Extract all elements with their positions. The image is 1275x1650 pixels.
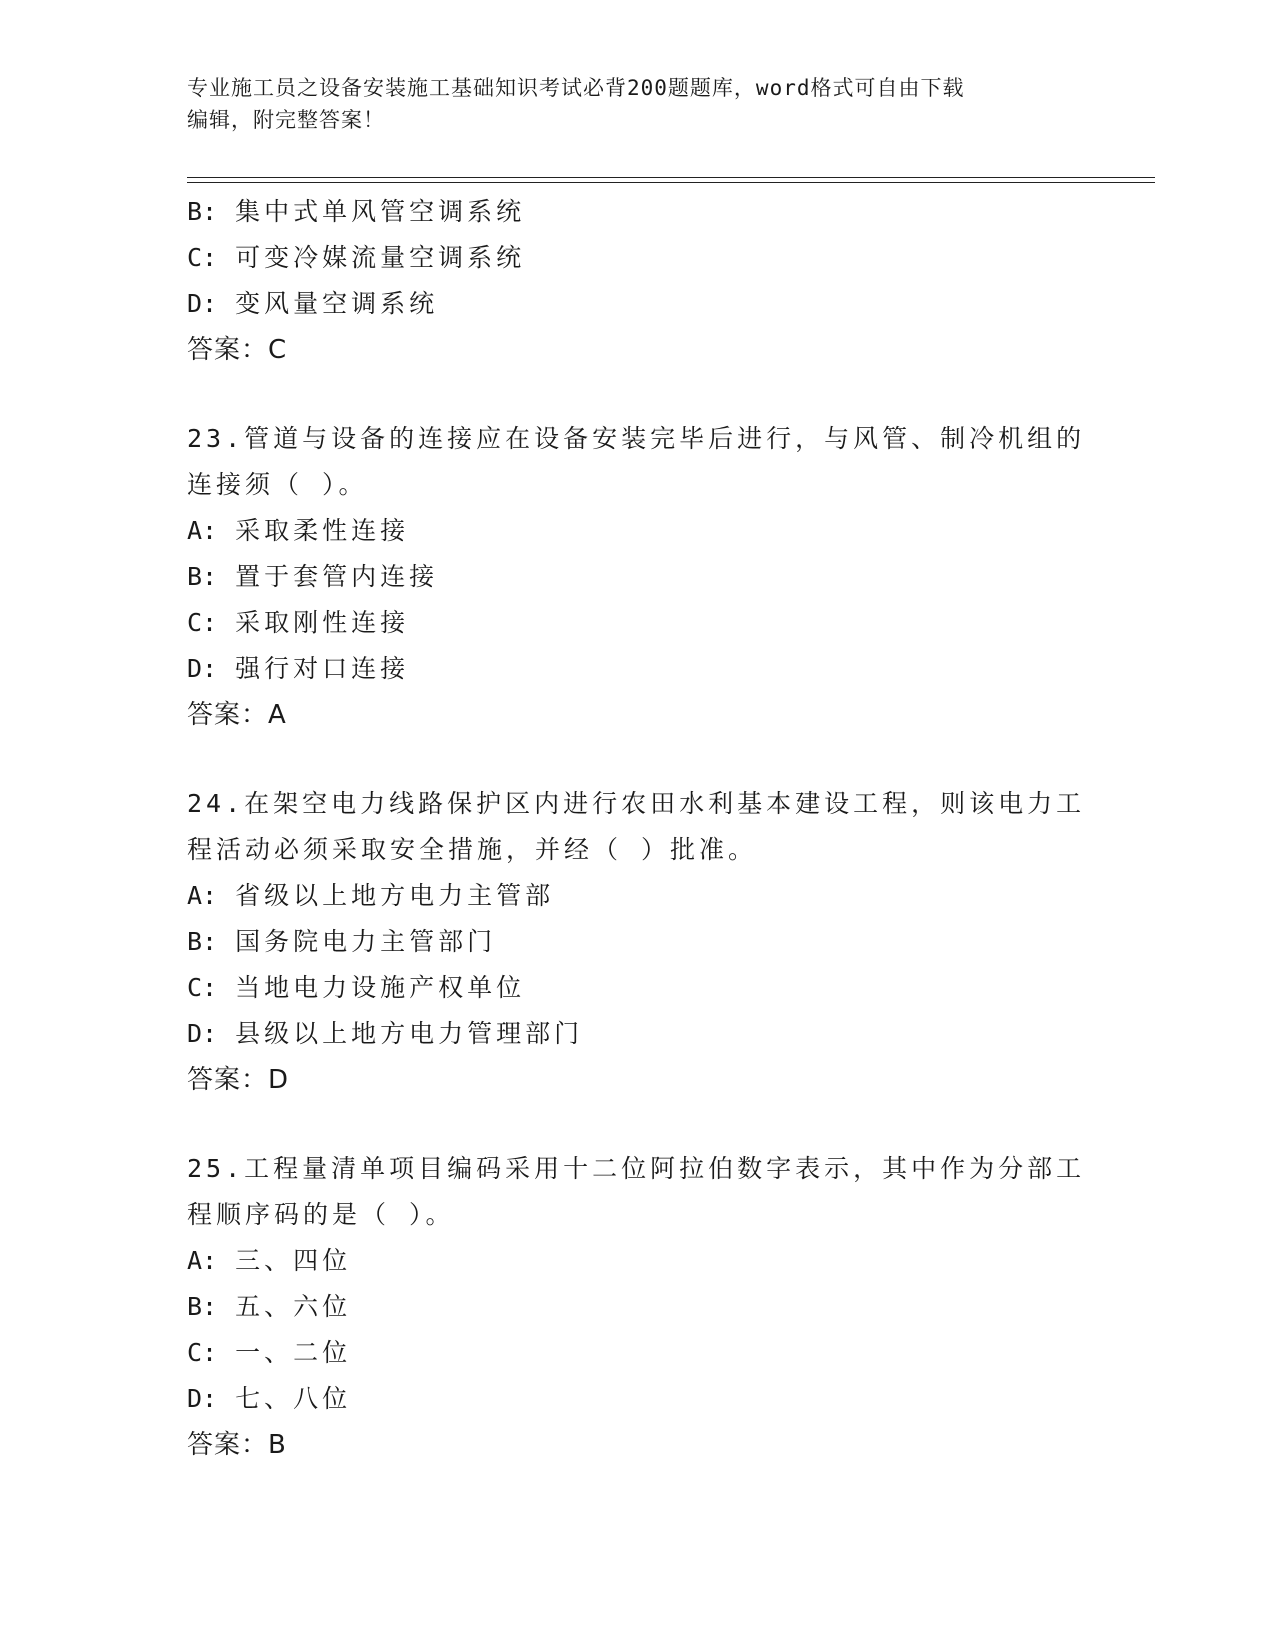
question-stem-line-1: 24.在架空电力线路保护区内进行农田水利基本建设工程，则该电力工 xyxy=(187,789,1086,818)
question-stem-line-2: 程活动必须采取安全措施，并经（ ）批准。 xyxy=(187,835,758,864)
header-divider-top xyxy=(187,177,1155,178)
header-divider-bottom xyxy=(187,182,1155,183)
option-b: B: 集中式单风管空调系统 xyxy=(187,197,526,226)
header-line-2: 编辑，附完整答案！ xyxy=(187,108,385,132)
option-c: C: 当地电力设施产权单位 xyxy=(187,973,526,1002)
header-line-1: 专业施工员之设备安装施工基础知识考试必背200题题库，word格式可自由下载 xyxy=(187,76,965,100)
answer-line: 答案：D xyxy=(187,1065,290,1095)
question-stem-line-2: 连接须（ ）。 xyxy=(187,470,368,499)
option-c: C: 可变冷媒流量空调系统 xyxy=(187,243,526,272)
option-d: D: 强行对口连接 xyxy=(187,654,410,683)
option-c: C: 采取刚性连接 xyxy=(187,608,410,637)
answer-line: 答案：B xyxy=(187,1430,287,1460)
question-25 xyxy=(187,1146,1087,1468)
question-24 xyxy=(187,781,1087,1103)
question-stem-line-2: 程顺序码的是（ ）。 xyxy=(187,1200,455,1229)
option-b: B: 五、六位 xyxy=(187,1292,352,1321)
option-a: A: 采取柔性连接 xyxy=(187,516,410,545)
option-a: A: 省级以上地方电力主管部 xyxy=(187,881,555,910)
question-list xyxy=(187,189,1087,1468)
document-header xyxy=(187,72,1087,136)
option-d: D: 变风量空调系统 xyxy=(187,289,439,318)
question-stem-line-1: 25.工程量清单项目编码采用十二位阿拉伯数字表示，其中作为分部工 xyxy=(187,1154,1086,1183)
answer-line: 答案：A xyxy=(187,700,287,730)
option-d: D: 县级以上地方电力管理部门 xyxy=(187,1019,584,1048)
option-a: A: 三、四位 xyxy=(187,1246,352,1275)
option-d: D: 七、八位 xyxy=(187,1384,352,1413)
question-22-tail xyxy=(187,189,1087,373)
option-b: B: 置于套管内连接 xyxy=(187,562,439,591)
answer-line: 答案：C xyxy=(187,335,288,365)
question-stem-line-1: 23.管道与设备的连接应在设备安装完毕后进行，与风管、制冷机组的 xyxy=(187,424,1086,453)
question-23 xyxy=(187,416,1087,738)
option-c: C: 一、二位 xyxy=(187,1338,352,1367)
option-b: B: 国务院电力主管部门 xyxy=(187,927,497,956)
